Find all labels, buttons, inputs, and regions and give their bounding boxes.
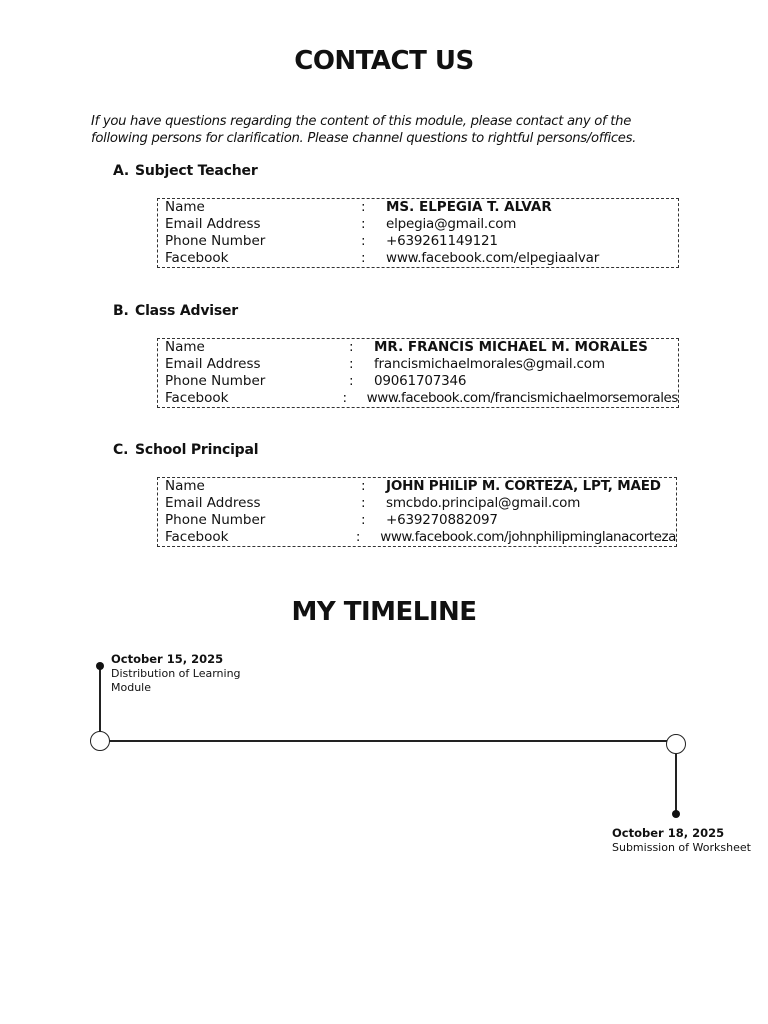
adviser-email-value: francismichaelmorales@gmail.com <box>374 356 605 372</box>
teacher-facebook-value: www.facebook.com/elpegiaalvar <box>386 250 600 266</box>
contact-row-phone <box>158 512 676 529</box>
section-title: Class Adviser <box>135 303 238 319</box>
contact-row-name <box>158 199 678 216</box>
contact-row-facebook <box>158 390 678 407</box>
section-letter: B. <box>113 303 129 319</box>
row-separator: : <box>349 339 354 355</box>
row-separator: : <box>342 390 348 406</box>
section-heading-subject-teacher <box>113 163 258 179</box>
principal-name-value: JOHN PHILIP M. CORTEZA, LPT, MAED <box>386 478 661 494</box>
principal-facebook-value: www.facebook.com/johnphilipminglanacorteza <box>380 529 676 545</box>
row-label: Facebook <box>165 390 229 406</box>
row-label: Name <box>165 339 205 355</box>
row-separator: : <box>355 529 361 545</box>
principal-phone-value: +639270882097 <box>386 512 498 528</box>
row-separator: : <box>361 478 366 494</box>
section-heading-school-principal <box>113 442 258 458</box>
row-separator: : <box>361 216 366 232</box>
row-label: Email Address <box>165 216 261 232</box>
timeline-marker-dot <box>672 810 680 818</box>
adviser-name-value: MR. FRANCIS MICHAEL M. MORALES <box>374 339 648 355</box>
row-label: Name <box>165 199 205 215</box>
principal-email-value: smcbdo.principal@gmail.com <box>386 495 581 511</box>
contact-intro-text: If you have questions regarding the content of this module, please contact any of the following persons for clarification. Please channel questions to rightful persons/offices. <box>91 114 637 146</box>
contact-row-facebook <box>158 250 678 267</box>
row-label: Email Address <box>165 356 261 372</box>
contact-row-name <box>158 478 676 495</box>
contact-row-name <box>158 339 678 356</box>
contact-row-facebook <box>158 529 676 546</box>
timeline-node-end <box>666 734 686 754</box>
section-letter: A. <box>113 163 130 179</box>
contact-row-email <box>158 216 678 233</box>
row-separator: : <box>361 233 366 249</box>
row-label: Phone Number <box>165 373 266 389</box>
school-principal-contact-table <box>157 477 677 547</box>
row-label: Facebook <box>165 529 229 545</box>
contact-row-phone <box>158 233 678 250</box>
timeline-event-description: Submission of Worksheet <box>612 841 751 854</box>
contact-row-email <box>158 495 676 512</box>
adviser-phone-value: 09061707346 <box>374 373 467 389</box>
timeline-title: MY TIMELINE <box>291 597 477 627</box>
timeline-marker-dot <box>96 662 104 670</box>
teacher-name-value: MS. ELPEGIA T. ALVAR <box>386 199 552 215</box>
section-title: School Principal <box>135 442 259 458</box>
section-title: Subject Teacher <box>135 163 258 179</box>
row-label: Email Address <box>165 495 261 511</box>
contact-row-phone <box>158 373 678 390</box>
teacher-phone-value: +639261149121 <box>386 233 498 249</box>
row-separator: : <box>349 356 354 372</box>
teacher-email-value: elpegia@gmail.com <box>386 216 517 232</box>
section-letter: C. <box>113 442 129 458</box>
timeline-connector-left <box>99 666 101 732</box>
row-separator: : <box>361 512 366 528</box>
timeline-event-date: October 15, 2025 <box>111 652 224 666</box>
contact-row-email <box>158 356 678 373</box>
timeline-connector-right <box>675 754 677 812</box>
adviser-facebook-value: www.facebook.com/francismichaelmorsemorales <box>366 390 678 406</box>
row-label: Phone Number <box>165 512 266 528</box>
timeline-main-line <box>109 740 667 742</box>
row-separator: : <box>361 495 366 511</box>
class-adviser-contact-table <box>157 338 679 408</box>
row-separator: : <box>361 199 366 215</box>
section-heading-class-adviser <box>113 303 238 319</box>
row-label: Phone Number <box>165 233 266 249</box>
timeline-event-date: October 18, 2025 <box>612 826 725 840</box>
timeline-node-start <box>90 731 110 751</box>
row-separator: : <box>349 373 354 389</box>
row-label: Facebook <box>165 250 229 266</box>
timeline-event-description: Distribution of Learning Module <box>111 667 241 694</box>
subject-teacher-contact-table <box>157 198 679 268</box>
contact-us-title: CONTACT US <box>294 46 474 76</box>
row-separator: : <box>361 250 366 266</box>
row-label: Name <box>165 478 205 494</box>
